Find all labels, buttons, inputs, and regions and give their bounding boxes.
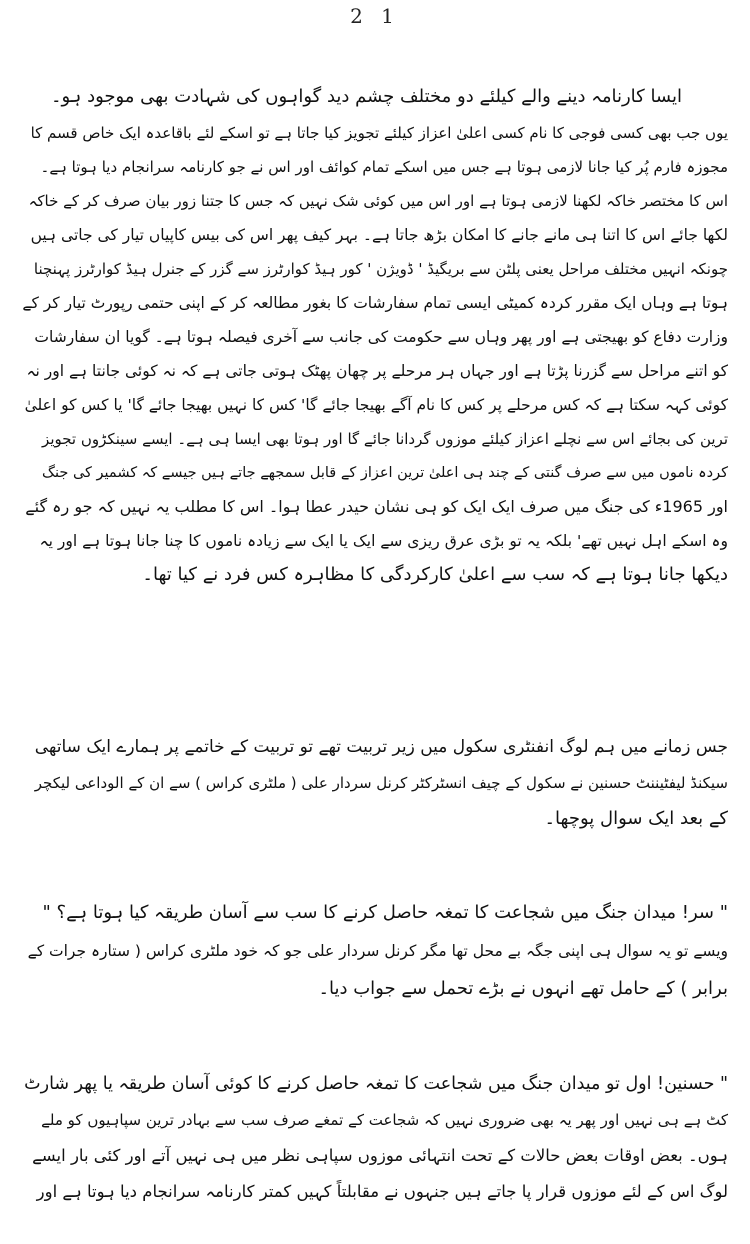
paragraph-1-line-3: مجوزہ فارم پُر کیا جانا لازمی ہوتا ہے جس میں اسکے تمام کوائف اور اس نے جو کارنامہ سرانجام دیا ہوتا ہے۔ [40,158,728,176]
paragraph-1-line-2: یوں جب بھی کسی فوجی کا نام کسی اعلیٰ اعزاز کیلئے تجویز کیا جاتا ہے تو اسکے لئے باقاعدہ ایک خاص قسم کا [30,124,728,142]
paragraph-1-line-4: اس کا مختصر خاکہ لکھنا لازمی ہوتا ہے اور اس میں کوئی شک نہیں کہ جس کا جتنا زور بیان صرف کر کے خاکہ [28,192,728,210]
paragraph-1-line-6: چونکہ انہیں مختلف مراحل یعنی پلٹن سے بریگیڈ ' ڈویژن ' کور ہیڈ کوارٹرز سے گزر کے جنرل ہیڈ کوارٹرز پہنچنا [33,260,728,278]
paragraph-1-line-14: وہ اسکے اہل نہیں تھے' بلکہ یہ تو بڑی عرق ریزی سے ایک یا ایک سے زیادہ ناموں کا چنا جانا ہوتا ہے اور یہ [39,532,728,550]
paragraph-4-line-1: " حسنین! اول تو میدان جنگ میں شجاعت کا تمغہ حاصل کرنے کا کوئی آسان طریقہ یا پھر شارٹ [24,1074,728,1094]
paragraph-2-line-3: کے بعد ایک سوال پوچھا۔ [544,808,728,829]
paragraph-1-line-8: وزارت دفاع کو بھیجتی ہے اور پھر وہاں سے حکومت کی جانب سے آخری فیصلہ ہوتا ہے۔ گویا ان سفارشات [34,328,728,346]
paragraph-1-line-1: ایسا کارنامہ دینے والے کیلئے دو مختلف چشم دید گواہوں کی شہادت بھی موجود ہو۔ [50,86,682,107]
paragraph-3-line-3: برابر ) کے حامل تھے انہوں نے بڑے تحمل سے جواب دیا۔ [318,978,728,999]
paragraph-2-line-1: جس زمانے میں ہم لوگ انفنٹری سکول میں زیر تربیت تھے تو تربیت کے خاتمے پر ہمارے ایک ساتھی [34,737,728,757]
paragraph-1-line-9: کو اتنے مراحل سے گزرنا پڑتا ہے اور جہاں ہر مرحلے پر چھان پھٹک ہوتی جاتی ہے کہ نہ کوئی جانتا ہے اور نہ [26,362,728,380]
paragraph-4-line-4: لوگ اس کے لئے موزوں قرار پا جاتے ہیں جنہوں نے مقابلتاً کہیں کمتر کارنامہ سرانجام دیا ہوتا ہے اور [36,1182,728,1201]
paragraph-1-line-15: دیکھا جانا ہوتا ہے کہ سب سے اعلیٰ کارکردگی کا مظاہرہ کس فرد نے کیا تھا۔ [142,564,728,585]
page-number: 2 1 [350,4,400,28]
paragraph-1-line-10: کوئی کہہ سکتا ہے کہ کس مرحلے پر کس کا نام آگے بھیجا جائے گا' کس کا نہیں بھیجا جائے گا' یا کس کو اعلیٰ [24,396,728,414]
paragraph-2-line-2: سیکنڈ لیفٹیننٹ حسنین نے سکول کے چیف انسٹرکٹر کرنل سردار علی ( ملٹری کراس ) سے ان کے الوداعی لیکچر [34,774,728,792]
paragraph-1-line-7: ہوتا ہے وہاں ایک مقرر کردہ کمیٹی ایسی تمام سفارشات کا بغور مطالعہ کر کے اپنی حتمی رپورٹ تیار کر کے [22,294,728,312]
paragraph-3-line-2: ویسے تو یہ سوال ہی اپنی جگہ بے محل تھا مگر کرنل سردار علی جو کہ خود ملٹری کراس ( ستارہ جرات کے [27,942,728,960]
paragraph-3-line-1: " سر! میدان جنگ میں شجاعت کا تمغہ حاصل کرنے کا سب سے آسان طریقہ کیا ہوتا ہے؟ " [42,902,728,923]
paragraph-1-line-12: کردہ ناموں میں سے صرف گنتی کے چند ہی اعلیٰ ترین اعزاز کے قابل سمجھے جاتے ہیں جیسے کہ کشمیر کی جنگ [42,465,728,481]
paragraph-1-line-11: ترین کی بجائے اس سے نچلے اعزاز کیلئے موزوں گردانا جائے گا اور ہوتا بھی ایسا ہی ہے۔ ایسے سینکڑوں تجویز [42,430,728,448]
paragraph-1-line-5: لکھا جائے اس کا اتنا ہی مانے جانے کا امکان بڑھ جاتا ہے۔ بہر کیف پھر اس کی بیس کاپیاں تیار کی جاتی ہیں [30,226,728,244]
paragraph-1-line-13: اور 1965ء کی جنگ میں صرف ایک ایک کو ہی نشان حیدر عطا ہوا۔ اس کا مطلب یہ نہیں کہ جو رہ گئے [25,497,728,516]
paragraph-4-line-3: ہوں۔ بعض اوقات بعض حالات کے تحت انتہائی موزوں سپاہی نظر میں ہی نہیں آتے اور کئی بار ایسے [32,1146,728,1165]
paragraph-4-line-2: کٹ ہے ہی نہیں اور پھر یہ بھی ضروری نہیں کہ شجاعت کے تمغے صرف سب سے بہادر ترین سپاہیوں کو ملے [41,1111,728,1129]
